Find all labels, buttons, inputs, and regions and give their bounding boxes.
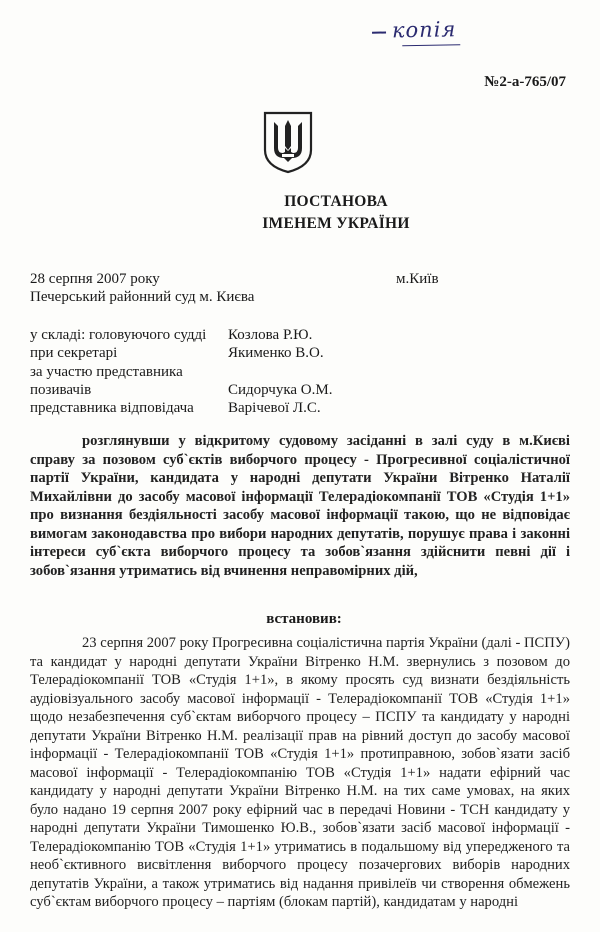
court-name: Печерський районний суд м. Києва — [30, 289, 255, 305]
composition-role-secretary: при секретарі — [30, 345, 118, 361]
trident-coat-of-arms-icon — [262, 110, 314, 174]
composition-role-plaintiffs: позивачів — [30, 382, 92, 398]
decision-place: м.Київ — [396, 271, 439, 287]
section-heading-colon: : — [336, 611, 342, 627]
composition-role-defendant: представника відповідача — [30, 400, 194, 416]
intro-paragraph-text: розглянувши у відкритому судовому засіданні в залі суду в м.Києві справу за позовом суб`єктів виборчого процесу - Прогресивної соціалістичної партії України, кандидата у народні депутати України Вітренко Наталії Михайлівни до засобу масової інформації Телерадіокомпанії ТОВ «Студія 1+1» про визнання бездіяльності засобу масової інформації такою, що не відповідає вимогам законодавства про вибори народних депутатів, порушує права і законні інтереси суб`єкта виборчого процесу та зобов`язання здійснити певні дії і зобов`язання утриматись від вчинення неправомірних дій, — [30, 433, 570, 579]
case-number: №2-а-765/07 — [484, 74, 566, 90]
composition-role-representative: за участю представника — [30, 364, 183, 380]
body-paragraph-text: 23 серпня 2007 року Прогресивна соціалістична партія України (далі - ПСПУ) та кандидат у народні депутати України Вітренко Н.М. звернулись з позовом до Телерадіокомпанії ТОВ «Студія 1+1», в якому просять суд визнати бездіяльність аудіовізуального засобу масової інформації - Телерадіокомпанії ТОВ «Студія 1+1» щодо незабезпечення суб`єктам виборчого процесу – ПСПУ та кандидату у народні депутати України Вітренко Н.М. реалізації прав на рівний доступ до засобу масової інформації - Телерадіокомпанії ТОВ «Студія 1+1» протиправною, зобов`язати засіб масової інформації - Телерадіокомпанію ТОВ «Студія 1+1» надати ефірний час кандидату у народні депутати України Вітренко Н.М. на тих саме умовах, на яких було надано 19 серпня 2007 року ефірний час в передачі Новини - ТСН кандидату у народні депутати України Тимошенко Ю.В., зобов`язати засіб масової інформації - Телерадіокомпанію ТОВ «Студія 1+1» утриматись в подальшому від упередженого та необ`єктивного висвітлення виборчого процесу позачергових виборів народних депутатів України, а також утриматись від надання привілеїв чи створення обмежень суб`єктам виборчого процесу – партіям (блокам партій), кандидатам у народні — [30, 635, 570, 910]
section-heading-text: встановив — [266, 611, 337, 627]
decision-date: 28 серпня 2007 року — [30, 271, 160, 287]
body-paragraph — [30, 634, 570, 912]
handwritten-dash — [372, 31, 386, 33]
composition-name-plaintiffs: Сидорчука О.М. — [228, 382, 333, 398]
handwritten-copy-note — [372, 17, 457, 42]
handwritten-copy-text: копія — [391, 17, 457, 43]
composition-role-judge: у складі: головуючого судді — [30, 327, 207, 343]
intro-paragraph — [30, 432, 570, 580]
document-title: ПОСТАНОВА — [284, 193, 388, 210]
document-subtitle: ІМЕНЕМ УКРАЇНИ — [262, 215, 410, 232]
handwritten-underline — [402, 44, 460, 46]
composition-name-judge: Козлова Р.Ю. — [228, 327, 313, 343]
composition-name-secretary: Якименко В.О. — [228, 345, 324, 361]
section-heading — [0, 611, 600, 628]
composition-name-defendant: Варічевої Л.С. — [228, 400, 321, 416]
